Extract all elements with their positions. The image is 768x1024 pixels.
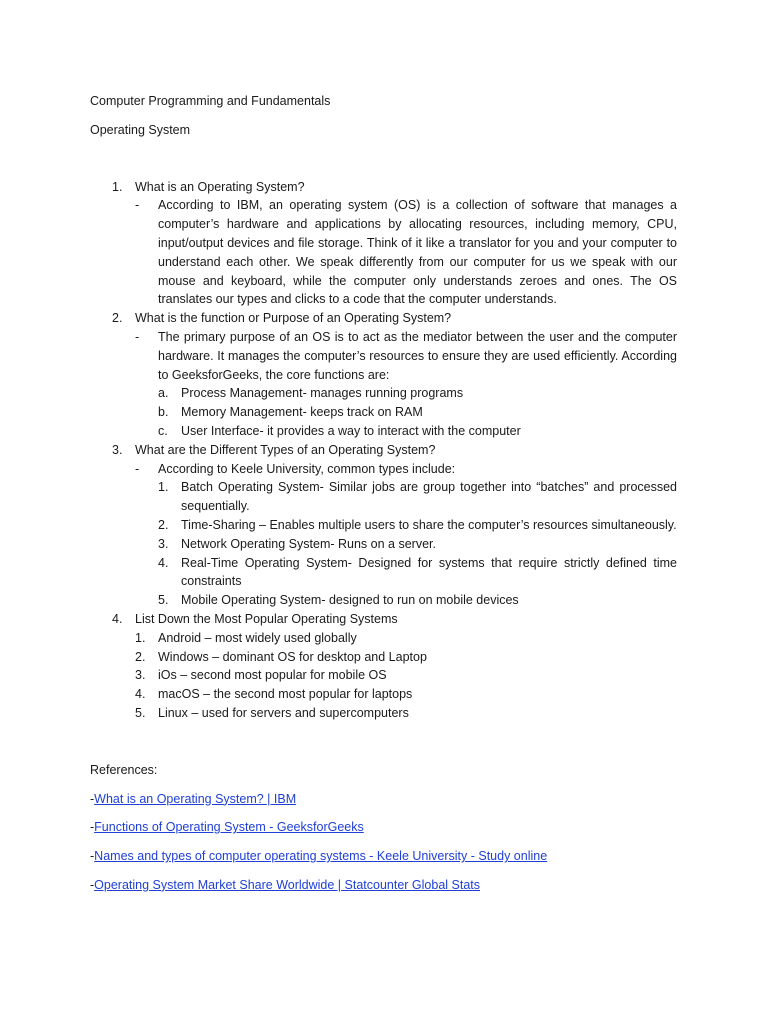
reference-item xyxy=(90,818,677,837)
question-item xyxy=(90,309,677,441)
list-item-text: Process Management- manages running programs xyxy=(181,386,464,401)
list-item xyxy=(158,516,677,535)
list-marker: c. xyxy=(158,423,168,438)
dash-bullet: - xyxy=(135,461,140,476)
list-item xyxy=(158,535,677,554)
question-number: 4. xyxy=(112,611,123,626)
list-item-text: iOs – second most popular for mobile OS xyxy=(158,668,387,683)
list-item-text: Android – most widely used globally xyxy=(158,630,357,645)
reference-item xyxy=(90,876,677,895)
list-item xyxy=(135,666,677,685)
reference-prefix: - xyxy=(90,820,95,835)
list-item-text: Windows – dominant OS for desktop and Laptop xyxy=(158,649,427,664)
list-item-text: Real-Time Operating System- Designed for systems that require strictly defined time constraints xyxy=(181,555,677,589)
answer-text: According to Keele University, common types include: xyxy=(158,461,456,476)
list-item-text: Mobile Operating System- designed to run on mobile devices xyxy=(181,593,519,608)
reference-link-keele[interactable]: Names and types of computer operating systems - Keele University - Study online xyxy=(94,849,548,864)
list-item xyxy=(158,554,677,592)
question-list xyxy=(90,178,677,723)
list-item xyxy=(158,478,677,516)
references-section xyxy=(90,761,677,895)
list-marker: b. xyxy=(158,405,169,420)
list-marker: 2. xyxy=(135,649,146,664)
reference-link-ibm[interactable]: What is an Operating System? | IBM xyxy=(94,791,297,806)
list-marker: 5. xyxy=(135,705,146,720)
list-marker: 4. xyxy=(158,555,169,570)
question-number: 2. xyxy=(112,311,123,326)
list-item xyxy=(135,685,677,704)
dash-bullet: - xyxy=(135,198,140,213)
list-marker: a. xyxy=(158,386,169,401)
reference-prefix: - xyxy=(90,877,95,892)
references-heading: References: xyxy=(90,762,158,777)
list-item-text: Time-Sharing – Enables multiple users to share the computer’s resources simultaneously. xyxy=(181,517,677,532)
list-item-text: User Interface- it provides a way to interact with the computer xyxy=(181,423,521,438)
list-marker: 5. xyxy=(158,593,169,608)
question-text: What is the function or Purpose of an Operating System? xyxy=(135,311,452,326)
question-item xyxy=(90,610,677,723)
list-marker: 1. xyxy=(158,480,169,495)
list-item-text: Memory Management- keeps track on RAM xyxy=(181,405,423,420)
answer-block xyxy=(135,328,677,441)
list-item-text: Batch Operating System- Similar jobs are group together into “batches” and processed sequentially. xyxy=(181,480,677,514)
list-item-text: Linux – used for servers and supercomputers xyxy=(158,705,409,720)
list-marker: 3. xyxy=(135,668,146,683)
reference-prefix: - xyxy=(90,849,95,864)
question-item xyxy=(90,178,677,310)
reference-link-statcounter[interactable]: Operating System Market Share Worldwide | Statcounter Global Stats xyxy=(94,877,480,892)
question-text: List Down the Most Popular Operating Systems xyxy=(135,611,398,626)
list-marker: 3. xyxy=(158,536,169,551)
list-item xyxy=(158,384,677,403)
answer-block xyxy=(135,196,677,309)
answer-text: The primary purpose of an OS is to act as the mediator between the user and the computer hardware. It manages the computer’s resources to ensure they are used efficiently. According to GeeksforGeeks, the core functions are: xyxy=(158,329,677,382)
list-item xyxy=(158,403,677,422)
reference-item xyxy=(90,847,677,866)
document-page xyxy=(90,92,677,895)
answer-block xyxy=(135,460,677,610)
list-item xyxy=(135,704,677,723)
list-marker: 2. xyxy=(158,517,169,532)
list-item xyxy=(158,422,677,441)
question-text: What is an Operating System? xyxy=(135,179,305,194)
dash-bullet: - xyxy=(135,329,140,344)
list-marker: 4. xyxy=(135,687,146,702)
list-item-text: Network Operating System- Runs on a server. xyxy=(181,536,436,551)
question-text: What are the Different Types of an Operating System? xyxy=(135,442,436,457)
document-title: Computer Programming and Fundamentals xyxy=(90,94,331,108)
list-item-text: macOS – the second most popular for laptops xyxy=(158,687,413,702)
reference-item xyxy=(90,790,677,809)
question-item xyxy=(90,441,677,610)
list-item xyxy=(135,648,677,667)
reference-prefix: - xyxy=(90,791,95,806)
list-item xyxy=(135,629,677,648)
reference-link-geeksforgeeks[interactable]: Functions of Operating System - GeeksforGeeks xyxy=(94,820,364,835)
list-marker: 1. xyxy=(135,630,146,645)
document-subtitle: Operating System xyxy=(90,122,191,137)
answer-text: According to IBM, an operating system (OS) is a collection of software that manages a computer’s hardware and applications by allocating resources, including memory, CPU, input/output devices and file storage. Think of it like a translator for you and your computer to understand each other. We speak differently from our computer for us we speak with our mouse and keyboard, while the computer only understands zeroes and ones. The OS translates our types and clicks to a code that the computer understands. xyxy=(158,198,677,307)
question-number: 3. xyxy=(112,442,123,457)
list-item xyxy=(158,591,677,610)
question-number: 1. xyxy=(112,179,123,194)
